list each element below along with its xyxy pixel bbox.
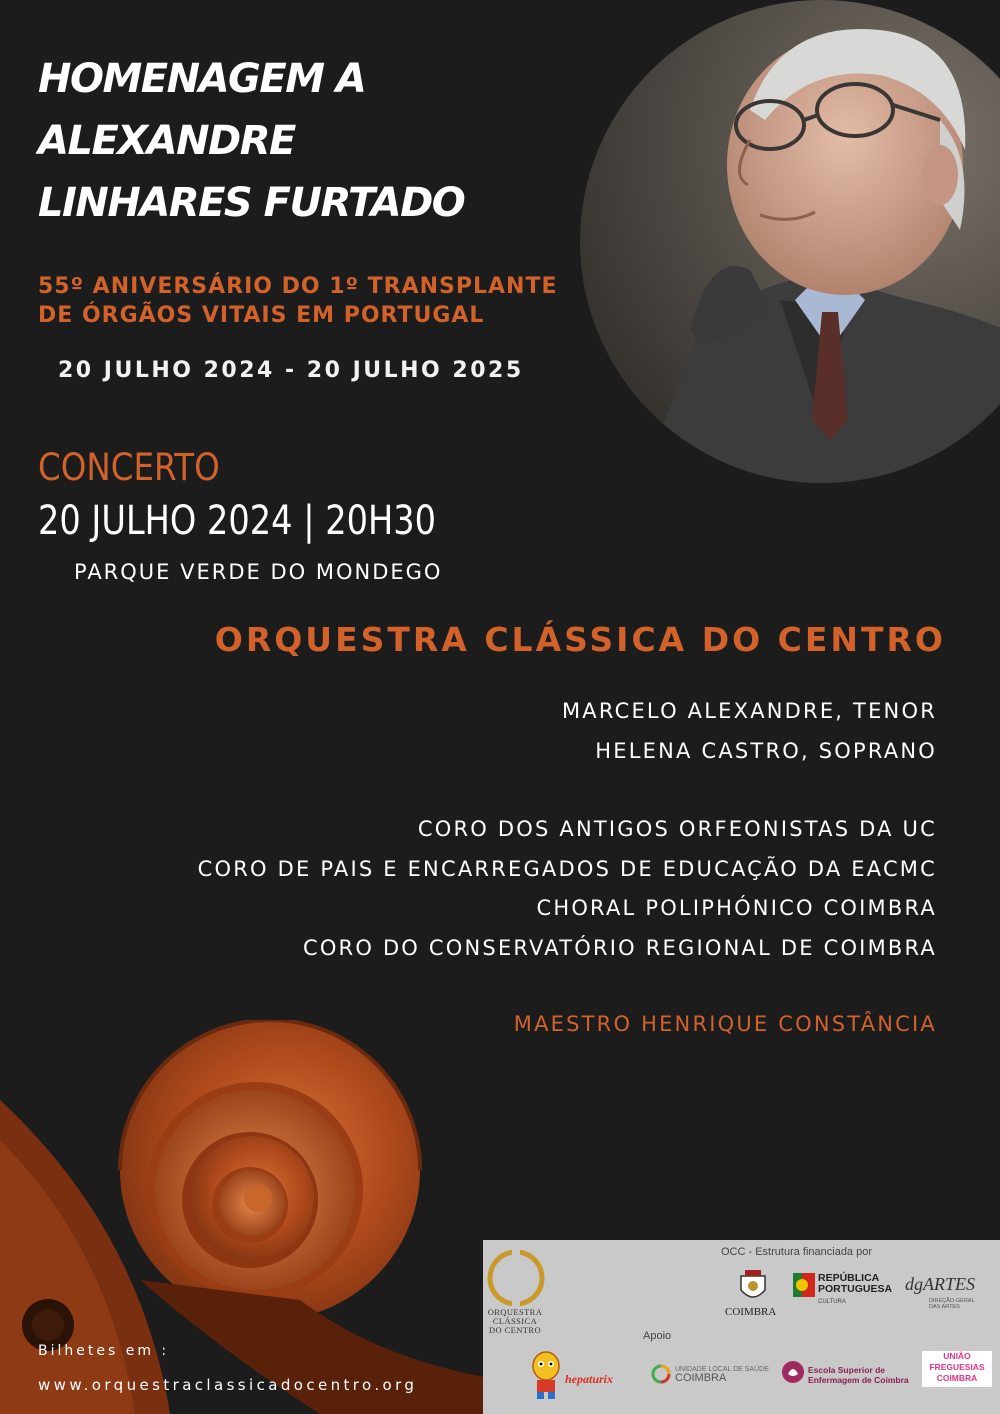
title-line: LINHARES FURTADO (38, 180, 465, 226)
republica-logo-text (818, 1273, 892, 1295)
dgartes-subtitle (929, 1298, 975, 1310)
uls-line: UNIDADE LOCAL DE SAÚDE (675, 1366, 769, 1373)
concert-datetime: 20 JULHO 2024 | 20H30 (38, 498, 437, 544)
soloist-item: HELENA CASTRO, SOPRANO (595, 738, 937, 763)
hepaturix-logo-text: hepaturix (565, 1372, 614, 1386)
subtitle-line: DE ÓRGÃOS VITAIS EM PORTUGAL (38, 303, 485, 328)
concert-venue: PARQUE VERDE DO MONDEGO (74, 560, 443, 584)
concert-label: CONCERTO (38, 446, 220, 489)
sponsor-band (483, 1240, 1000, 1414)
soloists-list (562, 692, 937, 771)
esenf-line: Enfermagem de Coimbra (808, 1375, 909, 1385)
choir-item: CORO DO CONSERVATÓRIO REGIONAL DE COIMBRA (302, 935, 937, 960)
uniao-line: UNIÃO (943, 1351, 971, 1361)
dgartes-logo: dgARTES (905, 1274, 975, 1294)
occ-text-line: CLÁSSICA (492, 1316, 538, 1326)
cultura-label: CULTURA (818, 1299, 846, 1305)
support-label: Apoio (643, 1330, 672, 1342)
tickets-label: Bilhetes em : (38, 1343, 170, 1359)
anniversary-subtitle (38, 272, 558, 330)
coimbra-logo-text: COIMBRA (725, 1306, 777, 1318)
event-title (38, 48, 464, 234)
dgartes-sub-line: DAS ARTES (929, 1304, 960, 1310)
uls-coimbra-logo-text (675, 1365, 769, 1384)
uls-line: COIMBRA (675, 1372, 727, 1384)
portrait-photo (580, 0, 1000, 483)
republica-flag-icon (793, 1273, 815, 1297)
title-line: ALEXANDRE (38, 118, 295, 164)
choir-item: CORO DOS ANTIGOS ORFEONISTAS DA UC (417, 817, 937, 841)
subtitle-line: 55º ANIVERSÁRIO DO 1º TRANSPLANTE (38, 274, 558, 299)
coimbra-crest-icon (739, 1270, 767, 1304)
uniao-freguesias-logo (922, 1351, 992, 1387)
occ-logo-text (483, 1308, 547, 1335)
orchestra-name: ORQUESTRA CLÁSSICA DO CENTRO (214, 620, 946, 659)
dgartes-sub-line: DIREÇÃO-GERAL (929, 1298, 975, 1304)
uniao-line: COIMBRA (936, 1373, 978, 1383)
uniao-line: FREGUESIAS (929, 1362, 985, 1372)
esenf-line: Escola Superior de (808, 1365, 885, 1375)
choir-item: CORO DE PAIS E ENCARREGADOS DE EDUCAÇÃO DA EACMC (197, 856, 937, 881)
portrait-illustration (580, 0, 1000, 483)
choir-item: CHORAL POLIPHÓNICO COIMBRA (536, 896, 937, 920)
title-line: HOMENAGEM A (38, 56, 366, 102)
republica-line: REPÚBLICA (818, 1272, 880, 1284)
financed-by-label: OCC - Estrutura financiada por (721, 1246, 873, 1258)
hepaturix-mascot-icon (528, 1350, 564, 1400)
republica-line: PORTUGUESA (818, 1283, 893, 1295)
conductor-name: MAESTRO HENRIQUE CONSTÂNCIA (513, 1012, 937, 1036)
esenf-logo-icon (781, 1360, 805, 1384)
occ-text-line: DO CENTRO (488, 1325, 541, 1335)
homage-period: 20 JULHO 2024 - 20 JULHO 2025 (58, 358, 524, 383)
esenf-logo-text (808, 1365, 909, 1385)
tickets-url[interactable]: www.orquestraclassicadocentro.org (38, 1376, 418, 1394)
choirs-list (198, 810, 937, 968)
soloist-item: MARCELO ALEXANDRE, TENOR (561, 699, 937, 723)
occ-text-line: ORQUESTRA (487, 1307, 543, 1317)
occ-logo-icon (485, 1248, 547, 1308)
uls-coimbra-icon (651, 1364, 671, 1384)
